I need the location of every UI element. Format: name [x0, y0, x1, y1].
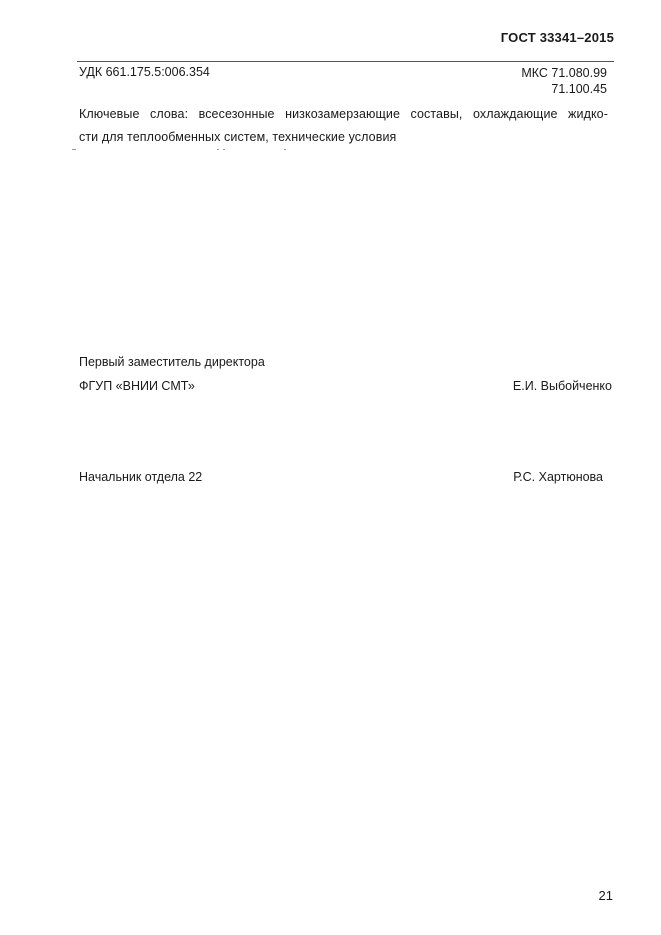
keywords-paragraph: [79, 103, 608, 149]
udc-code: УДК 661.175.5:006.354: [79, 65, 210, 79]
standard-designation: ГОСТ 33341–2015: [500, 30, 614, 45]
deputy-director-position: Первый заместитель директора: [79, 355, 265, 369]
mks-code-line-2: 71.100.45: [551, 82, 607, 96]
department-head-name: Р.С. Хартюнова: [513, 470, 603, 484]
scan-artifact-dots: [72, 149, 302, 151]
keywords-line-2: сти для теплообменных систем, технические условия: [79, 130, 397, 144]
keywords-line-1: Ключевые слова: всесезонные низкозамерзающие составы, охлаждающие жидко-: [79, 107, 608, 121]
page-number: 21: [598, 888, 613, 903]
mks-codes: [521, 65, 607, 97]
deputy-director-name: Е.И. Выбойченко: [512, 379, 612, 393]
deputy-director-organization: ФГУП «ВНИИ СМТ»: [79, 379, 195, 393]
mks-code-line-1: МКС 71.080.99: [521, 66, 607, 80]
department-head-position: Начальник отдела 22: [79, 470, 203, 484]
header-divider: [77, 61, 614, 62]
